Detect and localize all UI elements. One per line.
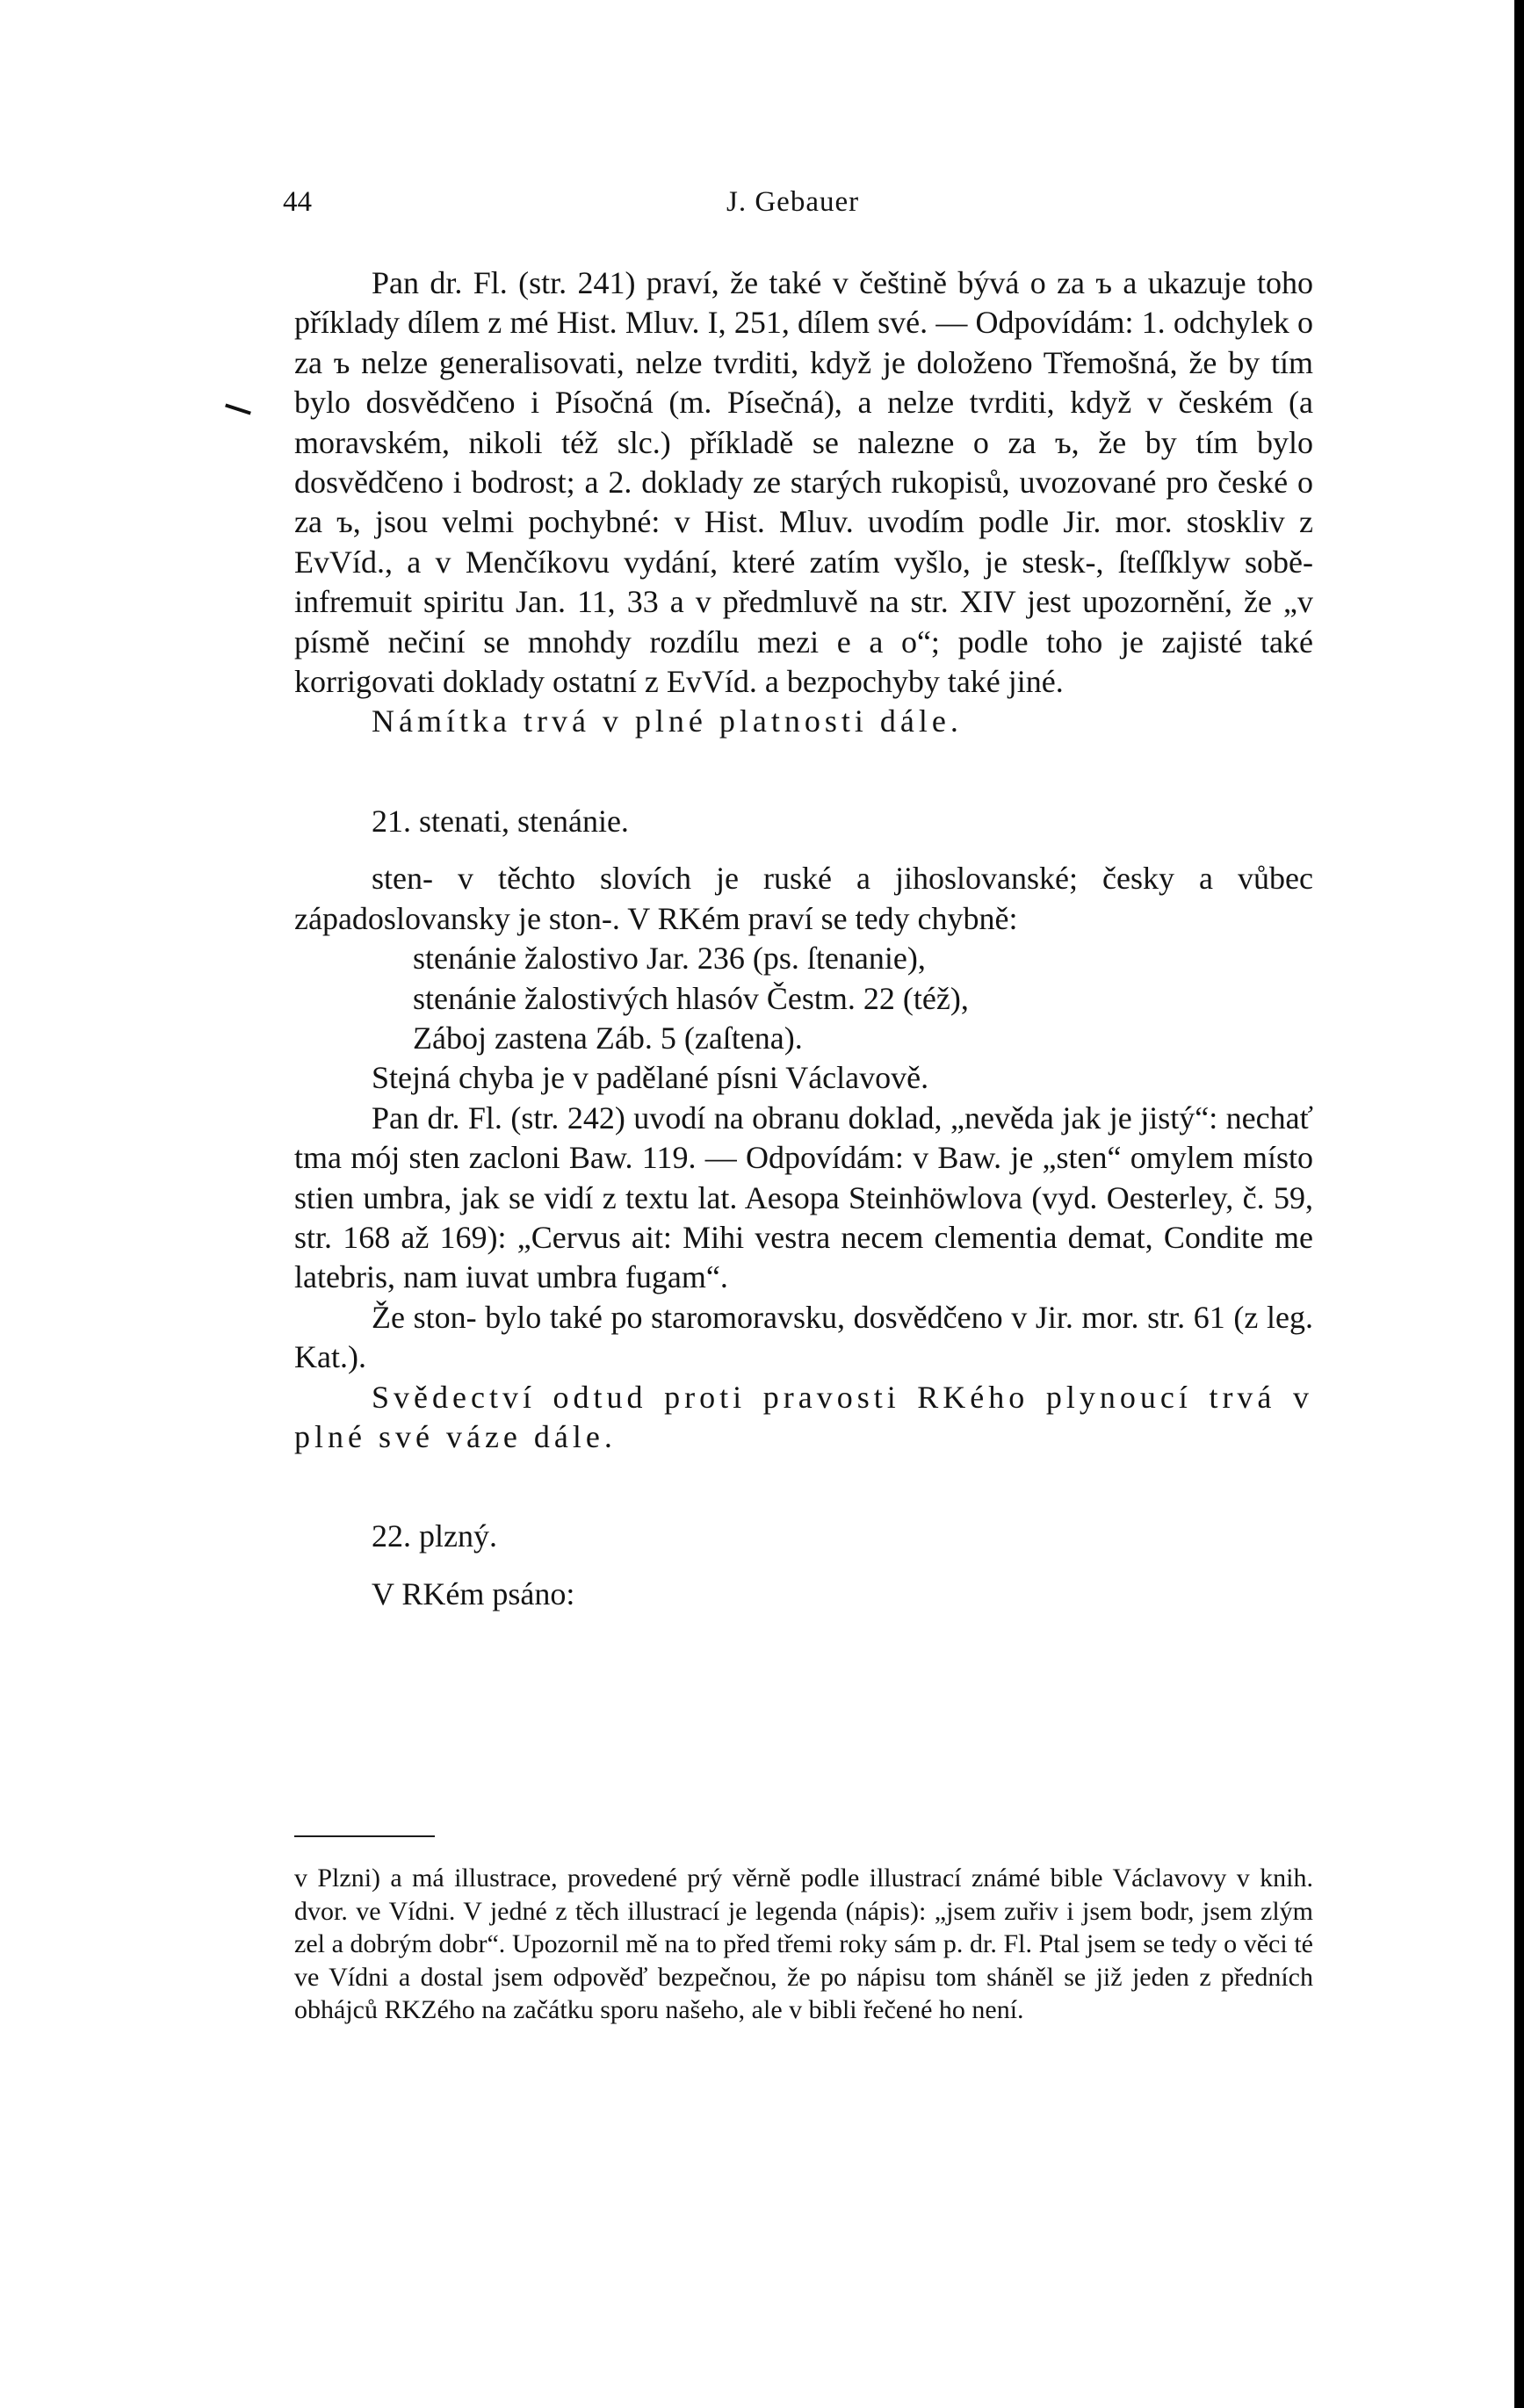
paragraph-5: Pan dr. Fl. (str. 242) uvodí na obranu doklad, „nevěda jak je jistý“: nechať tma mój sten zacloni Baw. 119. — Odpovídám: v Baw. je „sten“ omylem místo stien umbra, jak se vidí z textu lat. Aesopa Steinhöwlova (vyd. Oesterley, č. 59, str. 168 až 169): „Cervus ait: Mihi vestra necem clementia demat, Condite me latebris, nam iuvat umbra fugam“. [294, 1099, 1313, 1295]
paragraph-3: sten- v těchto slovích je ruské a jihoslovanské; česky a vůbec západoslovansky je ston-. V RKém praví se tedy chybně: [294, 861, 1313, 936]
section-gap [294, 841, 1313, 859]
footnote-block [294, 1862, 1313, 2027]
running-head: J. Gebauer [726, 186, 860, 218]
paragraph-6: Že ston- bylo také po staromoravsku, dosvědčeno v Jir. mor. str. 61 (z leg. Kat.). [294, 1299, 1313, 1375]
paragraph-7: Svědectví odtud proti pravosti RKého plynoucí trvá v plné své váze dále. [294, 1379, 1313, 1454]
section-gap [294, 1557, 1313, 1575]
footnote-text: v Plzni) a má illustrace, provedené prý věrně podle illustrací známé bible Václavovy v knih. dvor. ve Vídni. V jedné z těch illustrací je legenda (nápis): „jsem zuřiv i jsem bodr, jsem zlým zel a dobrým dobr“. Upozornil mě na to před třemi roky sám p. dr. Fl. Ptal jsem se tedy o věci té ve Vídni a dostal jsem odpověď bezpečnou, že po nápisu tom sháněl se již jeden z předních obhájců RKZého na začátku sporu našeho, ale v bibli řečené ho není. [294, 1864, 1313, 2025]
main-text [294, 263, 1313, 1614]
paragraph-8: V RKém psáno: [372, 1575, 575, 1611]
page-header [283, 186, 1315, 230]
quote-line: stenánie žalostivo Jar. 236 (ps. ſtenanie), [413, 941, 926, 977]
page-number: 44 [283, 186, 312, 218]
section-gap [294, 742, 1313, 802]
quote-block [413, 939, 1313, 1058]
quote-line: Záboj zastena Záb. 5 (zaſtena). [413, 1020, 803, 1056]
section-21-heading: 21. stenati, stenánie. [372, 803, 629, 839]
paragraph-1: Pan dr. Fl. (str. 241) praví, že také v češtině bývá o za ъ a ukazuje toho příklady dílem z mé Hist. Mluv. I, 251, dílem své. — Odpovídám: 1. odchylek o za ъ nelze generalisovati, nelze tvrditi, když je doloženo Třemošná, že by tím bylo dosvědčeno i Písočná (m. Písečná), a nelze tvrditi, když v českém (a moravském, nikoli též slc.) příkladě se nalezne o za ъ, že by tím bylo dosvědčeno i bodrost; a 2. doklady ze starých rukopisů, uvozované pro české o za ъ, jsou velmi pochybné: v Hist. Mluv. uvodím podle Jir. mor. stoskliv z EvVíd., a v Menčíkovu vydání, které zatím vyšlo, je stesk-, ſteſſklyw sobě-infremuit spiritu Jan. 11, 33 a v předmluvě na str. XIV jest upozornění, že „v písmě nečiní se mnohdy rozdílu mezi e a o“; podle toho je zajisté také korrigovati doklady ostatní z EvVíd. a bezpochyby také jiné. [294, 265, 1313, 700]
footnote-rule [294, 1835, 435, 1837]
page-edge-shadow [1514, 0, 1524, 2408]
quote-line: stenánie žalostivých hlasóv Čestm. 22 (též), [413, 980, 969, 1016]
section-22-heading: 22. plzný. [372, 1518, 497, 1554]
section-gap [294, 1457, 1313, 1517]
margin-mark [225, 403, 251, 415]
paragraph-objection-stands: Námítka trvá v plné platnosti dále. [372, 703, 963, 739]
paragraph-4: Stejná chyba je v padělané písni Václavově. [372, 1060, 929, 1096]
